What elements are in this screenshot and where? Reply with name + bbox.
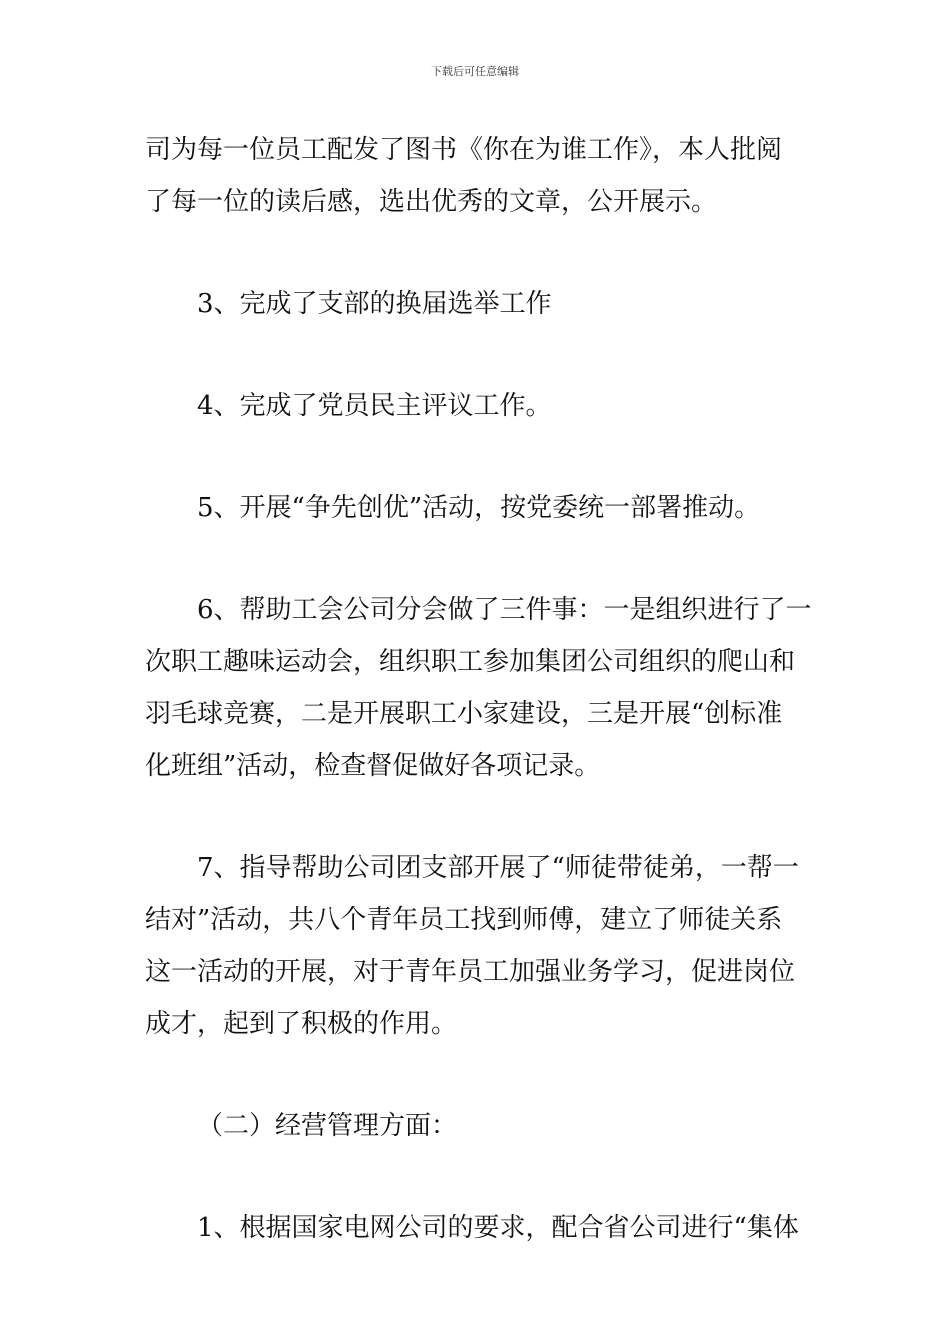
section-heading-business-management bbox=[145, 1100, 809, 1152]
text-line: 结对”活动，共八个青年员工找到师傅，建立了师徒关系 bbox=[145, 905, 783, 935]
text-line: 司为每一位员工配发了图书《你在为谁工作》，本人批阅 bbox=[145, 135, 783, 165]
text-line: 3、完成了支部的换届选举工作 bbox=[197, 289, 552, 319]
text-line: 这一活动的开展，对于青年员工加强业务学习，促进岗位 bbox=[145, 957, 796, 987]
paragraph-item-3 bbox=[145, 278, 809, 330]
text-line: 羽毛球竞赛，二是开展职工小家建设，三是开展“创标准 bbox=[145, 699, 783, 729]
text-line: （二）经营管理方面： bbox=[197, 1111, 458, 1141]
page-header-note: 下载后可任意编辑 bbox=[431, 65, 519, 78]
text-line: 5、开展“争先创优”活动，按党委统一部署推动。 bbox=[197, 493, 761, 523]
text-line: 次职工趣味运动会，组织职工参加集团公司组织的爬山和 bbox=[145, 647, 796, 677]
text-line: 1、根据国家电网公司的要求，配合省公司进行“集体 bbox=[197, 1213, 799, 1243]
text-line: 4、完成了党员民主评议工作。 bbox=[197, 391, 552, 421]
document-body bbox=[145, 124, 812, 1254]
paragraph-item-4 bbox=[145, 380, 809, 432]
text-line: 6、帮助工会公司分会做了三件事：一是组织进行了一 bbox=[197, 595, 812, 625]
paragraph-item-5 bbox=[145, 482, 809, 534]
paragraph-continuation bbox=[145, 124, 809, 228]
text-line: 7、指导帮助公司团支部开展了“师徒带徒弟，一帮一 bbox=[197, 853, 799, 883]
text-line: 化班组”活动，检查督促做好各项记录。 bbox=[145, 751, 601, 781]
text-line: 成才，起到了积极的作用。 bbox=[145, 1009, 458, 1039]
text-line: 了每一位的读后感，选出优秀的文章，公开展示。 bbox=[145, 187, 718, 217]
paragraph-item-6 bbox=[145, 584, 812, 792]
paragraph-item-7 bbox=[145, 842, 809, 1050]
paragraph-business-item-1 bbox=[145, 1202, 809, 1254]
